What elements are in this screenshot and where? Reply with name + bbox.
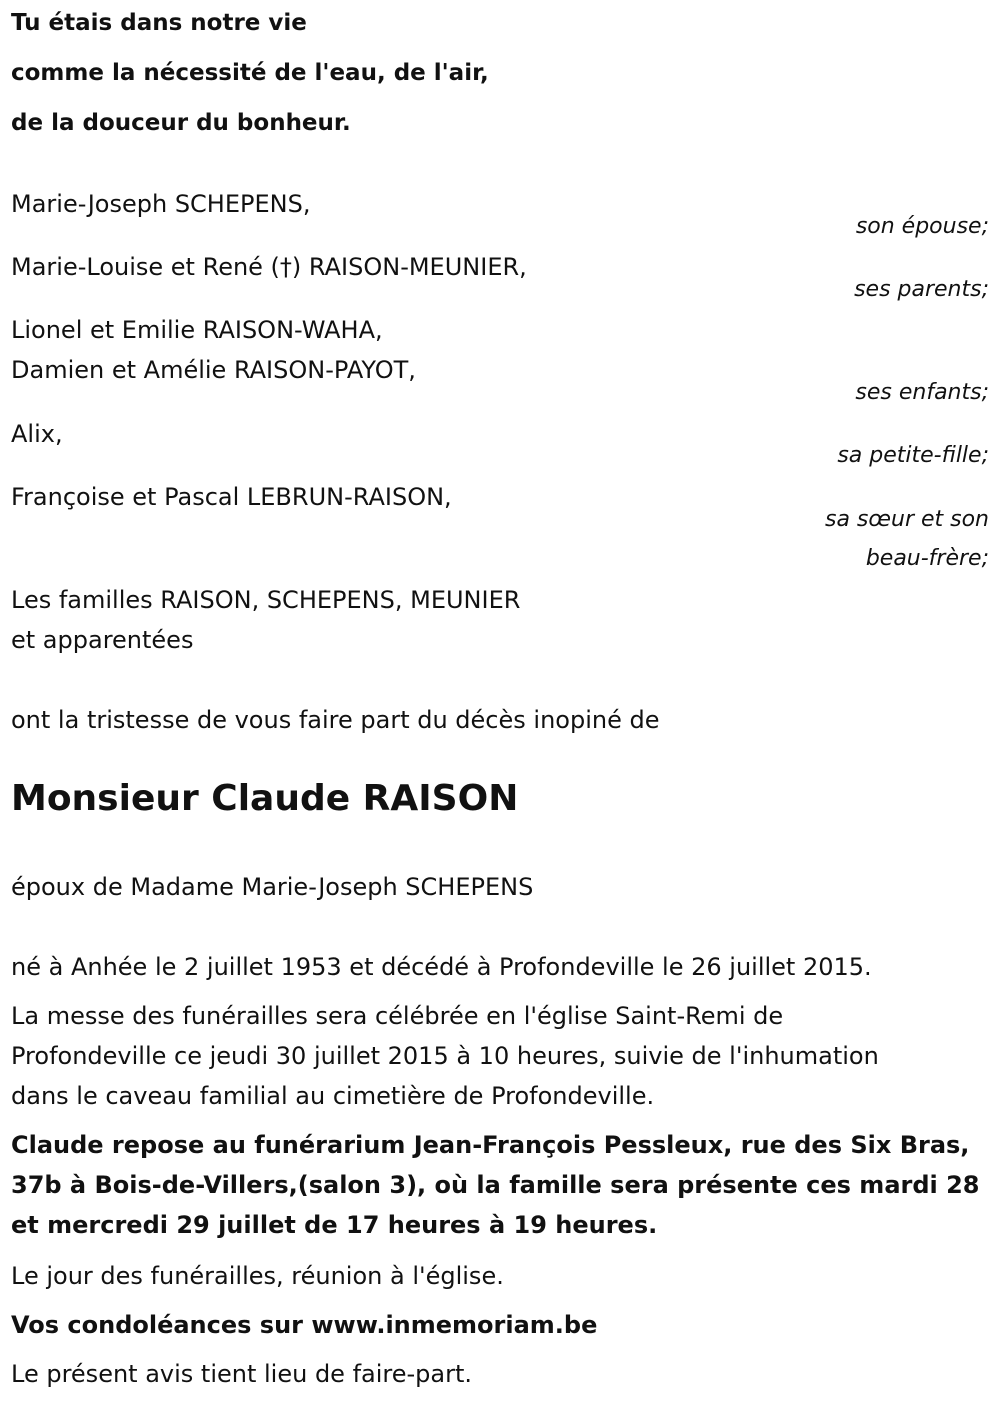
spouse-line: époux de Madame Marie-Joseph SCHEPENS (11, 873, 534, 901)
poem-line-2: comme la nécessité de l'eau, de l'air, (11, 60, 489, 86)
granddaughter-relation: sa petite-fille; (837, 443, 989, 468)
mass-line-1: La messe des funérailles sera célébrée en l'église Saint-Remi de (11, 1002, 784, 1030)
announcement-text: ont la tristesse de vous faire part du décès inopiné de (11, 706, 660, 734)
poem-line-1: Tu étais dans notre vie (11, 10, 307, 36)
funerarium-line-2: 37b à Bois-de-Villers,(salon 3), où la famille sera présente ces mardi 28 (11, 1171, 980, 1199)
deceased-name: Monsieur Claude RAISON (11, 778, 519, 819)
children-relation: ses enfants; (855, 380, 989, 405)
funerarium-line-3: et mercredi 29 juillet de 17 heures à 19 heures. (11, 1211, 658, 1239)
sister-relation-2: beau-frère; (865, 546, 989, 571)
parents-relation: ses parents; (854, 277, 989, 302)
mass-line-3: dans le caveau familial au cimetière de Profondeville. (11, 1082, 655, 1110)
parents-name: Marie-Louise et René (†) RAISON-MEUNIER, (11, 253, 527, 281)
sister-relation-1: sa sœur et son (824, 507, 989, 532)
spouse-relation: son épouse; (855, 214, 989, 239)
mass-line-2: Profondeville ce jeudi 30 juillet 2015 à 10 heures, suivie de l'inhumation (11, 1042, 879, 1070)
families-line-2: et apparentées (11, 626, 194, 654)
condolences-line: Vos condoléances sur www.inmemoriam.be (11, 1311, 598, 1339)
notice-line: Le présent avis tient lieu de faire-part. (11, 1360, 473, 1388)
meeting-line: Le jour des funérailles, réunion à l'église. (11, 1262, 504, 1290)
children-name-1: Lionel et Emilie RAISON-WAHA, (11, 316, 383, 344)
granddaughter-name: Alix, (11, 420, 63, 448)
poem-line-3: de la douceur du bonheur. (11, 110, 351, 136)
spouse-name: Marie-Joseph SCHEPENS, (11, 190, 311, 218)
children-name-2: Damien et Amélie RAISON-PAYOT, (11, 356, 416, 384)
families-line-1: Les familles RAISON, SCHEPENS, MEUNIER (11, 586, 521, 614)
birth-death-line: né à Anhée le 2 juillet 1953 et décédé à Profondeville le 26 juillet 2015. (11, 953, 872, 981)
sister-name: Françoise et Pascal LEBRUN-RAISON, (11, 483, 452, 511)
funerarium-line-1: Claude repose au funérarium Jean-François Pessleux, rue des Six Bras, (11, 1131, 970, 1159)
